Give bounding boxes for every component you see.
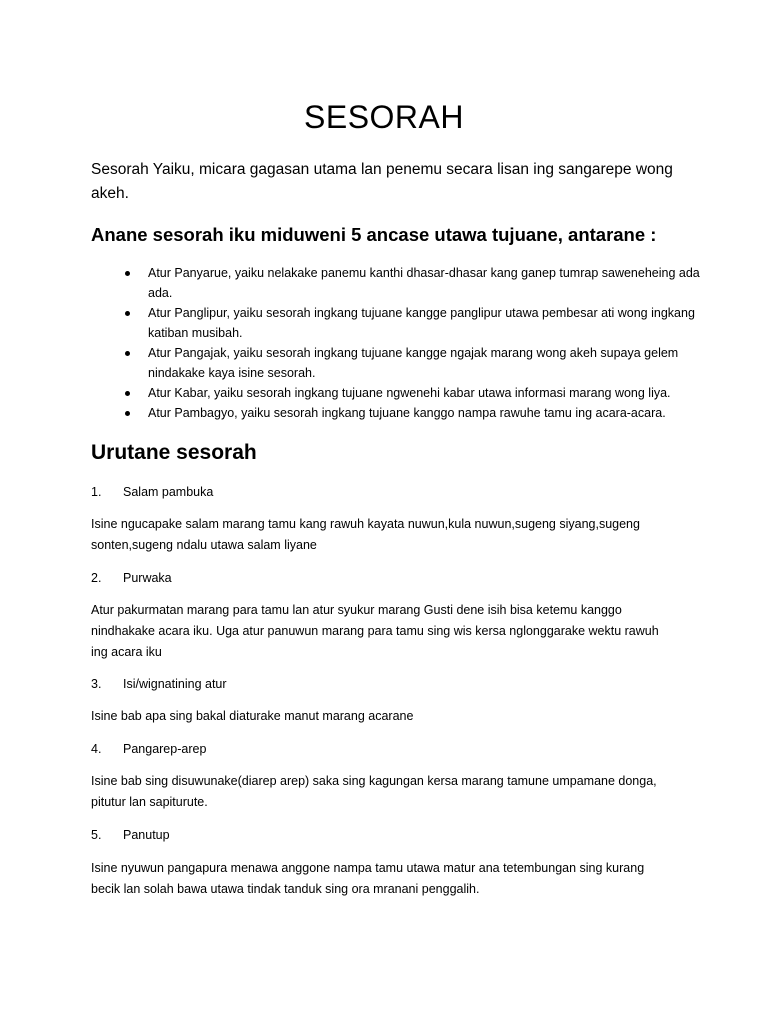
section-heading-purposes: Anane sesorah iku miduweni 5 ancase utawa tujuane, antarane :: [91, 224, 657, 245]
step-description-1: Isine ngucapake salam marang tamu kang rawuh kayata nuwun,kula nuwun,sugeng siyang,sugeng sonten,sugeng ndalu utawa salam liyane: [91, 517, 640, 552]
step-label: Panutup: [123, 828, 170, 842]
step-heading-1: [91, 482, 213, 502]
step-number: 5.: [91, 828, 102, 842]
list-item: [148, 303, 708, 343]
bullet-icon: [125, 311, 130, 316]
step-number: 4.: [91, 742, 102, 756]
step-description-3: Isine bab apa sing bakal diaturake manut marang acarane: [91, 709, 414, 723]
step-heading-2: [91, 568, 172, 588]
step-label: Salam pambuka: [123, 485, 214, 499]
purposes-list: [148, 263, 708, 423]
list-item-text: Atur Kabar, yaiku sesorah ingkang tujuane ngwenehi kabar utawa informasi marang wong liya.: [148, 386, 671, 400]
bullet-icon: [125, 391, 130, 396]
step-description-2: Atur pakurmatan marang para tamu lan atur syukur marang Gusti dene isih bisa ketemu kanggo nindhakake acara iku. Uga atur panuwun marang para tamu sing wis kersa nglonggarake wektu rawuh ing acara iku: [91, 603, 659, 659]
step-number: 1.: [91, 485, 102, 499]
bullet-icon: [125, 411, 130, 416]
bullet-icon: [125, 271, 130, 276]
step-number: 3.: [91, 677, 102, 691]
step-heading-4: [91, 739, 206, 759]
list-item: [148, 383, 708, 403]
intro-paragraph: Sesorah Yaiku, micara gagasan utama lan penemu secara lisan ing sangarepe wong akeh.: [91, 161, 673, 202]
step-heading-5: [91, 825, 170, 845]
list-item-text: Atur Panyarue, yaiku nelakake panemu kanthi dhasar-dhasar kang ganep tumrap saweneheing ada ada.: [148, 266, 700, 300]
step-heading-3: [91, 674, 227, 694]
step-label: Isi/wignatining atur: [123, 677, 227, 691]
list-item-text: Atur Pambagyo, yaiku sesorah ingkang tujuane kanggo nampa rawuhe tamu ing acara-acara.: [148, 406, 666, 420]
step-label: Pangarep-arep: [123, 742, 207, 756]
step-description-5: Isine nyuwun pangapura menawa anggone nampa tamu utawa matur ana tetembungan sing kurang becik lan solah bawa utawa tindak tanduk sing ora mranani penggalih.: [91, 861, 645, 896]
list-item-text: Atur Pangajak, yaiku sesorah ingkang tujuane kangge ngajak marang wong akeh supaya gelem nindakake kaya isine sesorah.: [148, 346, 679, 380]
list-item-text: Atur Panglipur, yaiku sesorah ingkang tujuane kangge panglipur utawa pembesar ati wong ingkang katiban musibah.: [148, 306, 695, 340]
step-label: Purwaka: [123, 571, 172, 585]
bullet-icon: [125, 351, 130, 356]
list-item: [148, 263, 708, 303]
step-number: 2.: [91, 571, 102, 585]
page-title: SESORAH: [304, 99, 464, 135]
step-description-4: Isine bab sing disuwunake(diarep arep) saka sing kagungan kersa marang tamune umpamane donga, pitutur lan sapiturute.: [91, 774, 657, 809]
list-item: [148, 343, 708, 383]
section-heading-order: Urutane sesorah: [91, 441, 257, 464]
list-item: [148, 403, 708, 423]
